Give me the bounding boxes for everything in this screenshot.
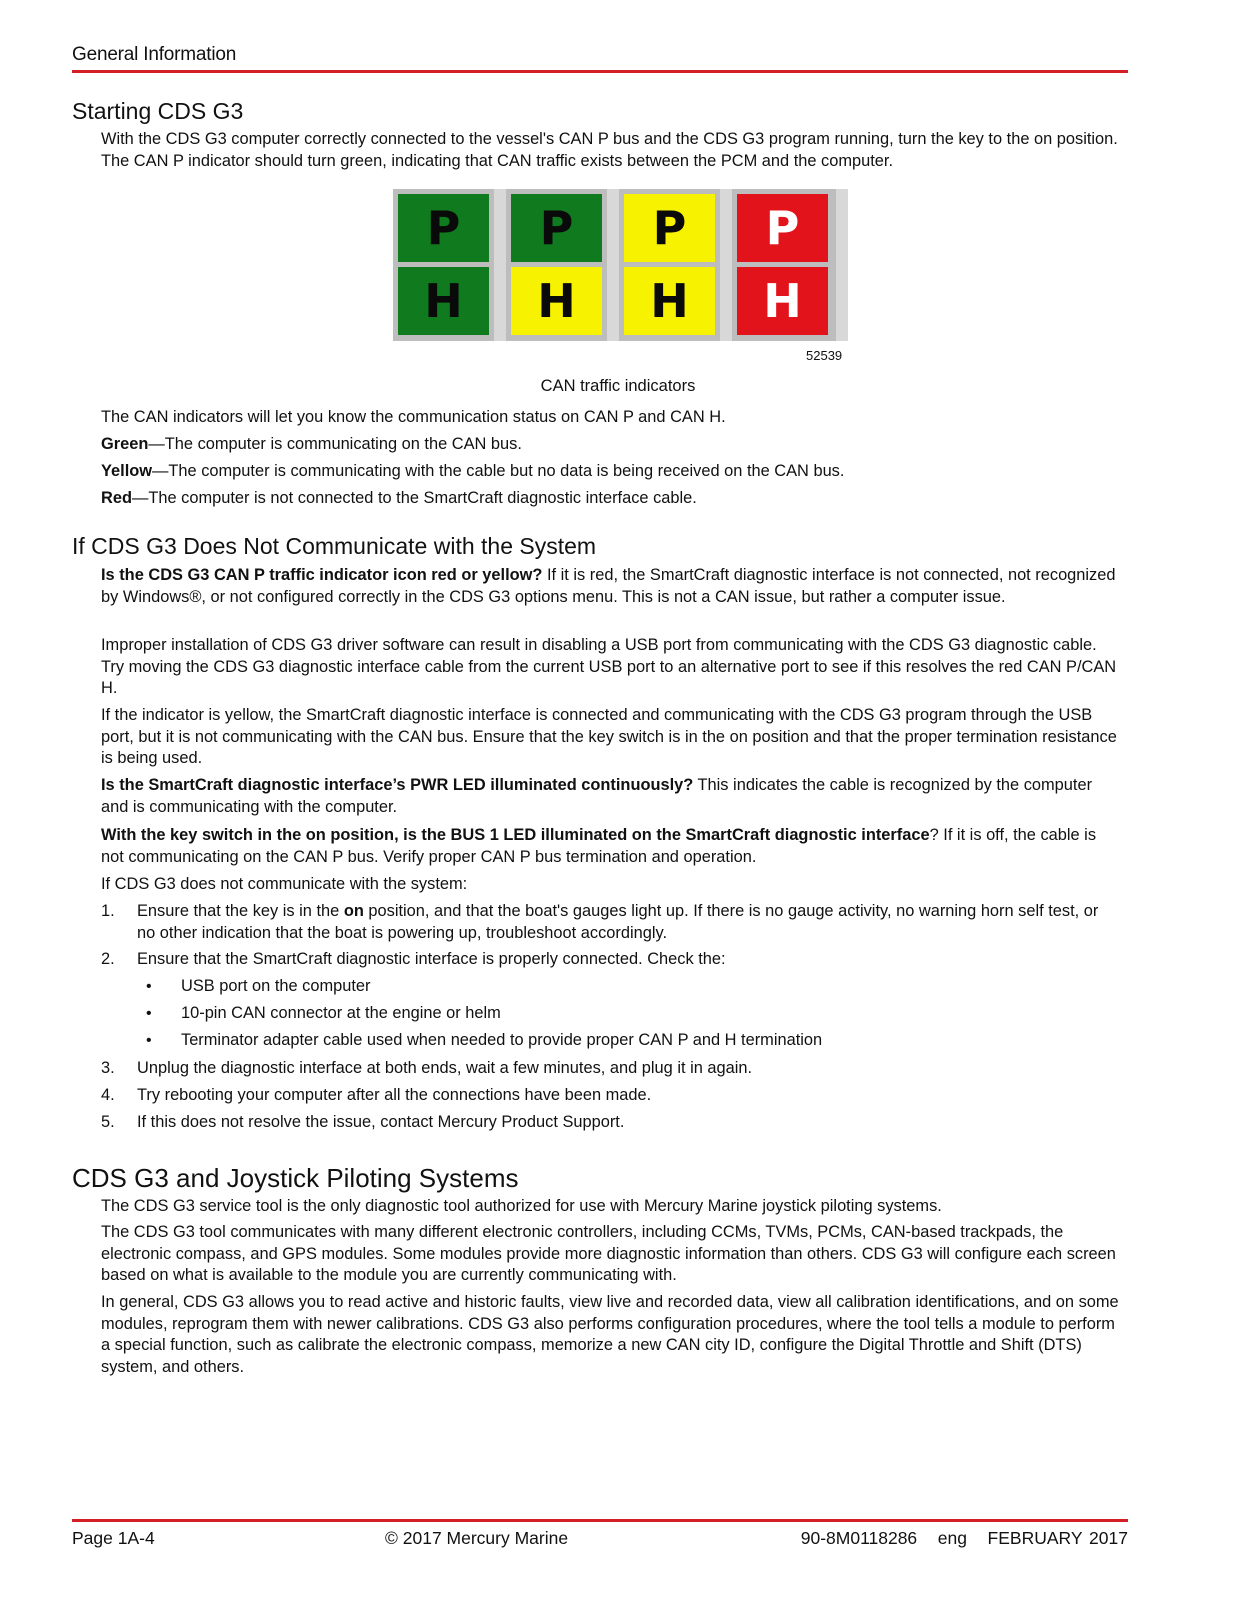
improper-installation-paragraph: Improper installation of CDS G3 driver software can result in disabling a USB port from communicating with the CDS G3 diagnostic cable. Try moving the CDS G3 diagnostic interface cable from the current USB port to an alternative port to see if this resolves the red CAN P/CAN H.	[101, 636, 1117, 697]
green-description: —The computer is communicating on the CAN bus.	[148, 435, 522, 453]
step-number: 3.	[101, 1059, 115, 1077]
red-label: Red	[101, 489, 132, 507]
bullet-item: 10-pin CAN connector at the engine or helm	[181, 1004, 501, 1022]
p-indicator-yellow: P	[624, 194, 715, 262]
question-bus1-led	[101, 825, 1121, 868]
question-2: Is the SmartCraft diagnostic interface’s PWR LED illuminated continuously?	[101, 776, 694, 794]
step-5: If this does not resolve the issue, contact Mercury Product Support.	[137, 1113, 625, 1131]
red-description: —The computer is not connected to the SmartCraft diagnostic interface cable.	[131, 489, 697, 507]
h-indicator-yellow: H	[511, 267, 602, 335]
step-2: Ensure that the SmartCraft diagnostic interface is properly connected. Check the:	[137, 950, 726, 968]
joystick-paragraph-2: The CDS G3 tool communicates with many different electronic controllers, including CCMs, TVMs, PCMs, CAN-based trackpads, the electronic compass, and GPS modules. Some modules provide more diagnostic information than others. CDS G3 will configure each screen based on what is available to the module you are currently communicating with.	[101, 1223, 1116, 1284]
h-indicator-red: H	[737, 267, 828, 335]
section-title-starting-cds-g3: Starting CDS G3	[72, 98, 244, 124]
h-indicator-yellow: H	[624, 267, 715, 335]
answer-3: ? If it is off, the cable is not communicating on the CAN P bus. Verify proper CAN P bus termination and operation.	[101, 826, 1097, 866]
header-rule	[72, 70, 1128, 73]
indicator-pair-1	[393, 189, 494, 341]
question-traffic-indicator	[101, 565, 1121, 608]
step-number: 2.	[101, 950, 115, 968]
green-label: Green	[101, 435, 149, 453]
step-3: Unplug the diagnostic interface at both ends, wait a few minutes, and plug it in again.	[137, 1059, 753, 1077]
running-header: General Information	[72, 44, 237, 65]
bullet-item: USB port on the computer	[181, 977, 371, 995]
p-indicator-green: P	[398, 194, 489, 262]
step-number: 5.	[101, 1113, 115, 1131]
yellow-label: Yellow	[101, 462, 153, 480]
step-number: 4.	[101, 1086, 115, 1104]
step-1-text-a: Ensure that the key is in the	[137, 902, 344, 920]
section-title-not-communicate: If CDS G3 Does Not Communicate with the System	[72, 533, 597, 559]
step-1	[137, 901, 1117, 944]
step-4: Try rebooting your computer after all the connections have been made.	[137, 1086, 652, 1104]
question-1: Is the CDS G3 CAN P traffic indicator icon red or yellow?	[101, 566, 543, 584]
bullet-symbol: •	[146, 978, 152, 995]
status-yellow	[101, 461, 1121, 483]
bullet-item: Terminator adapter cable used when needed to provide proper CAN P and H termination	[181, 1031, 823, 1049]
indicator-pair-4	[732, 189, 836, 341]
joystick-paragraph-3: In general, CDS G3 allows you to read active and historic faults, view live and recorded data, view all calibration identifications, and on some modules, reprogram them with newer calibrations. CDS G3 also performs configuration procedures, where the tool tells a module to perform a special function, such as calibrate the electronic compass, memorize a new CAN city ID, configure the Digital Throttle and Shift (DTS) system, and others.	[101, 1293, 1119, 1376]
answer-1: If it is red, the SmartCraft diagnostic interface is not connected, not recognized by Windows®, or not configured correctly in the CDS G3 options menu. This is not a CAN issue, but rather a computer issue.	[101, 566, 1116, 606]
status-intro: The CAN indicators will let you know the communication status on CAN P and CAN H.	[101, 408, 726, 426]
list-intro: If CDS G3 does not communicate with the system:	[101, 875, 468, 893]
can-traffic-indicators-figure	[393, 189, 848, 341]
yellow-description: —The computer is communicating with the cable but no data is being received on the CAN bus.	[152, 462, 845, 480]
status-red	[101, 488, 1121, 510]
step-1-bold: on	[343, 902, 364, 920]
document-id: 90-8M0118286 eng FEBRUARY 2017	[800, 1528, 1128, 1548]
step-1-text-b: position, and that the boat's gauges light up. If there is no gauge activity, no warning horn self test, or no other indication that the boat is powering up, troubleshoot accordingly.	[137, 902, 1099, 942]
bullet-symbol: •	[146, 1005, 152, 1022]
p-indicator-green: P	[511, 194, 602, 262]
copyright: © 2017 Mercury Marine	[385, 1528, 569, 1548]
footer-rule	[72, 1519, 1128, 1522]
indicator-pair-3	[619, 189, 720, 341]
page-number: Page 1A-4	[72, 1528, 155, 1548]
question-pwr-led	[101, 775, 1121, 818]
figure-number: 52539	[806, 348, 843, 363]
p-indicator-red: P	[737, 194, 828, 262]
step-number: 1.	[101, 902, 115, 920]
answer-2: This indicates the cable is recognized by the computer and is communicating with the computer.	[101, 776, 1093, 816]
question-3: With the key switch in the on position, is the BUS 1 LED illuminated on the SmartCraft diagnostic interface	[101, 826, 930, 844]
status-green	[101, 434, 1121, 456]
section-title-joystick: CDS G3 and Joystick Piloting Systems	[72, 1163, 519, 1193]
indicator-pair-2	[506, 189, 607, 341]
intro-paragraph: With the CDS G3 computer correctly connected to the vessel's CAN P bus and the CDS G3 program running, turn the key to the on position. The CAN P indicator should turn green, indicating that CAN traffic exists between the PCM and the computer.	[101, 130, 1118, 170]
bullet-symbol: •	[146, 1032, 152, 1049]
h-indicator-green: H	[398, 267, 489, 335]
yellow-indicator-paragraph: If the indicator is yellow, the SmartCraft diagnostic interface is connected and communicating with the CDS G3 program through the USB port, but it is not communicating with the CAN bus. Ensure that the key switch is in the on position and that the proper termination resistance is being used.	[101, 706, 1117, 767]
joystick-paragraph-1: The CDS G3 service tool is the only diagnostic tool authorized for use with Mercury Marine joystick piloting systems.	[101, 1197, 942, 1215]
figure-caption: CAN traffic indicators	[540, 377, 696, 395]
